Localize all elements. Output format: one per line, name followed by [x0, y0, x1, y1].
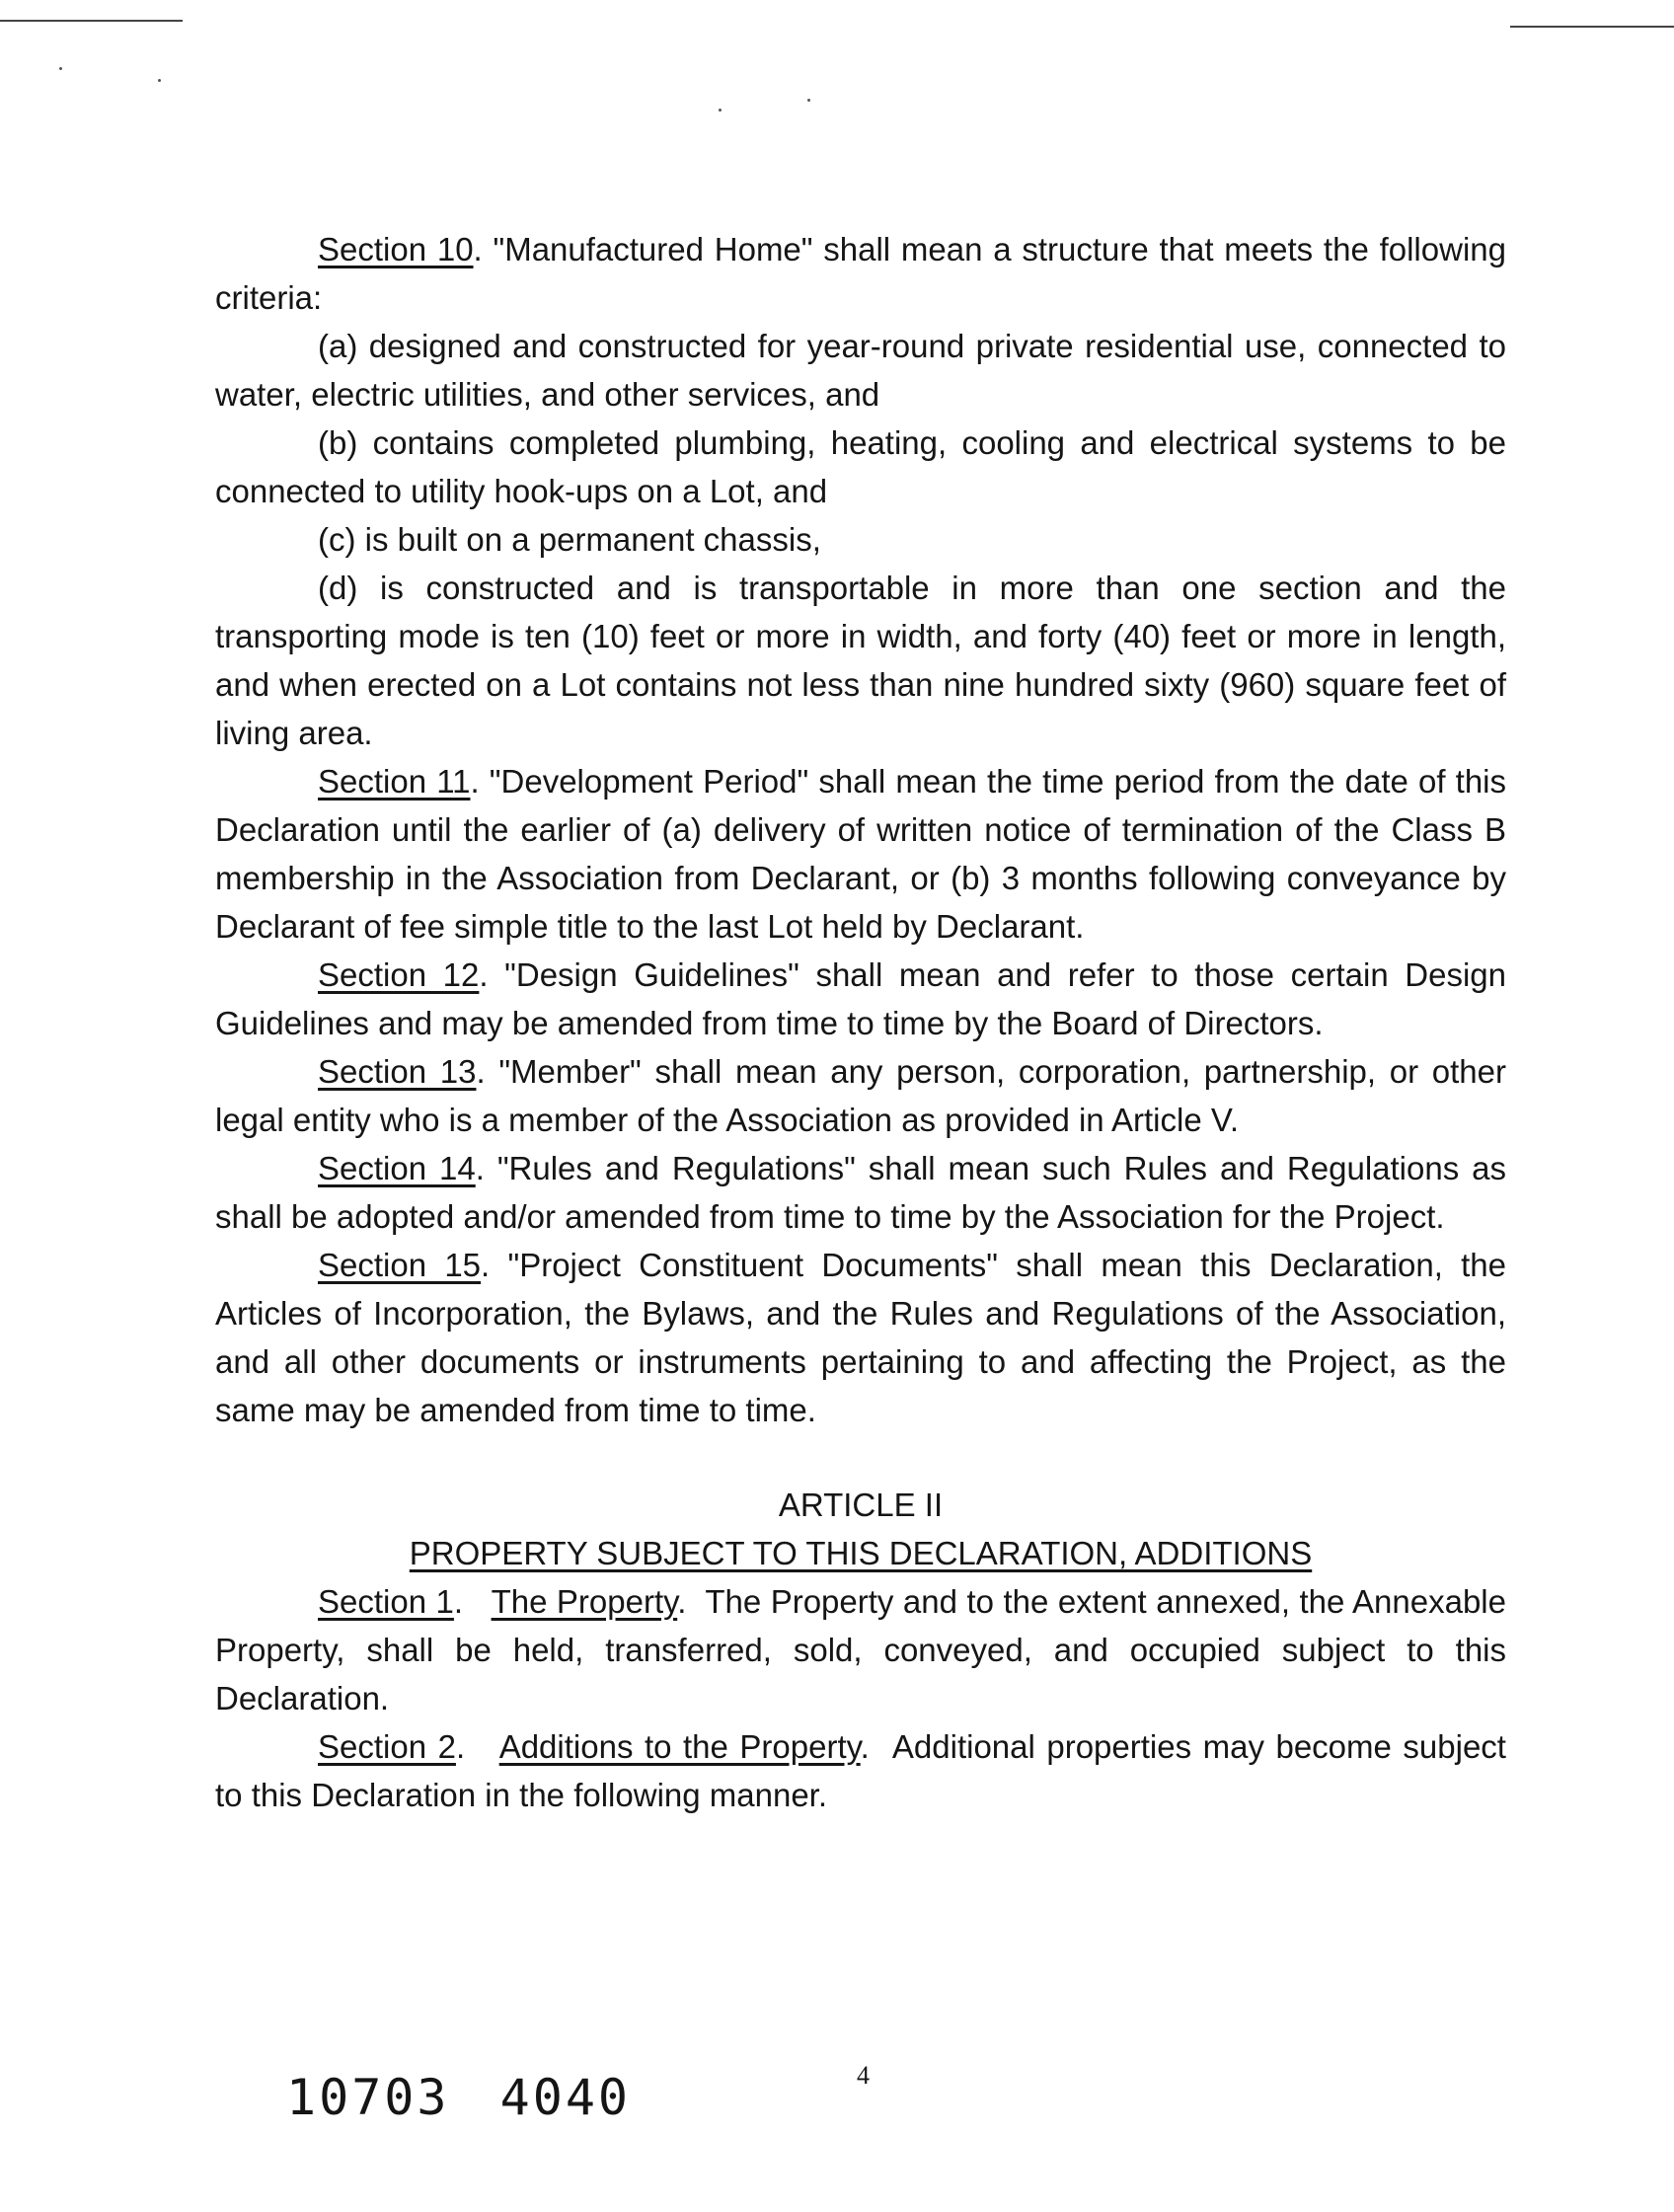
section-13: Section 13. "Member" shall mean any person, corporation, partnership, or other legal entity who is a member of the Association as provided in Article V.: [215, 1053, 1506, 1138]
scan-speck: [59, 67, 62, 70]
article-title: PROPERTY SUBJECT TO THIS DECLARATION, ADDITIONS: [409, 1535, 1313, 1571]
document-body: [215, 225, 1506, 1819]
book-page-stamp: 10703 4040: [286, 2069, 632, 2126]
article-heading: ARTICLE II: [778, 1487, 944, 1523]
top-left-scan-line: [0, 20, 183, 22]
section-11: Section 11. "Development Period" shall mean the time period from the date of this Declaration until the earlier of (a) delivery of written notice of termination of the Class B membership in the Association from Declarant, or (b) 3 months following conveyance by Declarant of fee simple title to the last Lot held by Declarant.: [215, 763, 1507, 945]
section-14: Section 14. "Rules and Regulations" shall mean such Rules and Regulations as shall be adopted and/or amended from time to time by the Association for the Project.: [215, 1150, 1506, 1235]
scan-speck: [719, 109, 722, 112]
section-12: Section 12. "Design Guidelines" shall mean and refer to those certain Design Guidelines and may be amended from time to time by the Board of Directors.: [215, 956, 1507, 1041]
article-section-1: Section 1. The Property. The Property and to the extent annexed, the Annexable Property, shall be held, transferred, sold, conveyed, and occupied subject to this Declaration.: [215, 1583, 1506, 1716]
article-section-2: Section 2. Additions to the Property. Additional properties may become subject to this Declaration in the following manner.: [215, 1728, 1506, 1813]
scan-speck: [807, 99, 810, 102]
page-number: 4: [857, 2061, 870, 2090]
scan-speck: [158, 79, 161, 82]
section-10-item-b: (b) contains completed plumbing, heating, cooling and electrical systems to be connected to utility hook-ups on a Lot, and: [215, 424, 1506, 509]
section-10-item-d: (d) is constructed and is transportable in more than one section and the transporting mode is ten (10) feet or more in width, and forty (40) feet or more in length, and when erected on a Lot contains not less than nine hundred sixty (960) square feet of living area.: [215, 570, 1506, 751]
section-10-item-a: (a) designed and constructed for year-round private residential use, connected to water, electric utilities, and other services, and: [215, 328, 1506, 413]
section-10-intro: Section 10. "Manufactured Home" shall mean a structure that meets the following criteria:: [215, 231, 1506, 316]
section-15: Section 15. "Project Constituent Documents" shall mean this Declaration, the Articles of Incorporation, the Bylaws, and the Rules and Regulations of the Association, and all other documents or instruments pertaining to and affecting the Project, as the same may be amended from time to time.: [215, 1247, 1506, 1428]
top-right-scan-line: [1510, 26, 1674, 28]
section-10-item-c: (c) is built on a permanent chassis,: [318, 521, 821, 558]
section-10-label: Section 10: [318, 231, 474, 267]
